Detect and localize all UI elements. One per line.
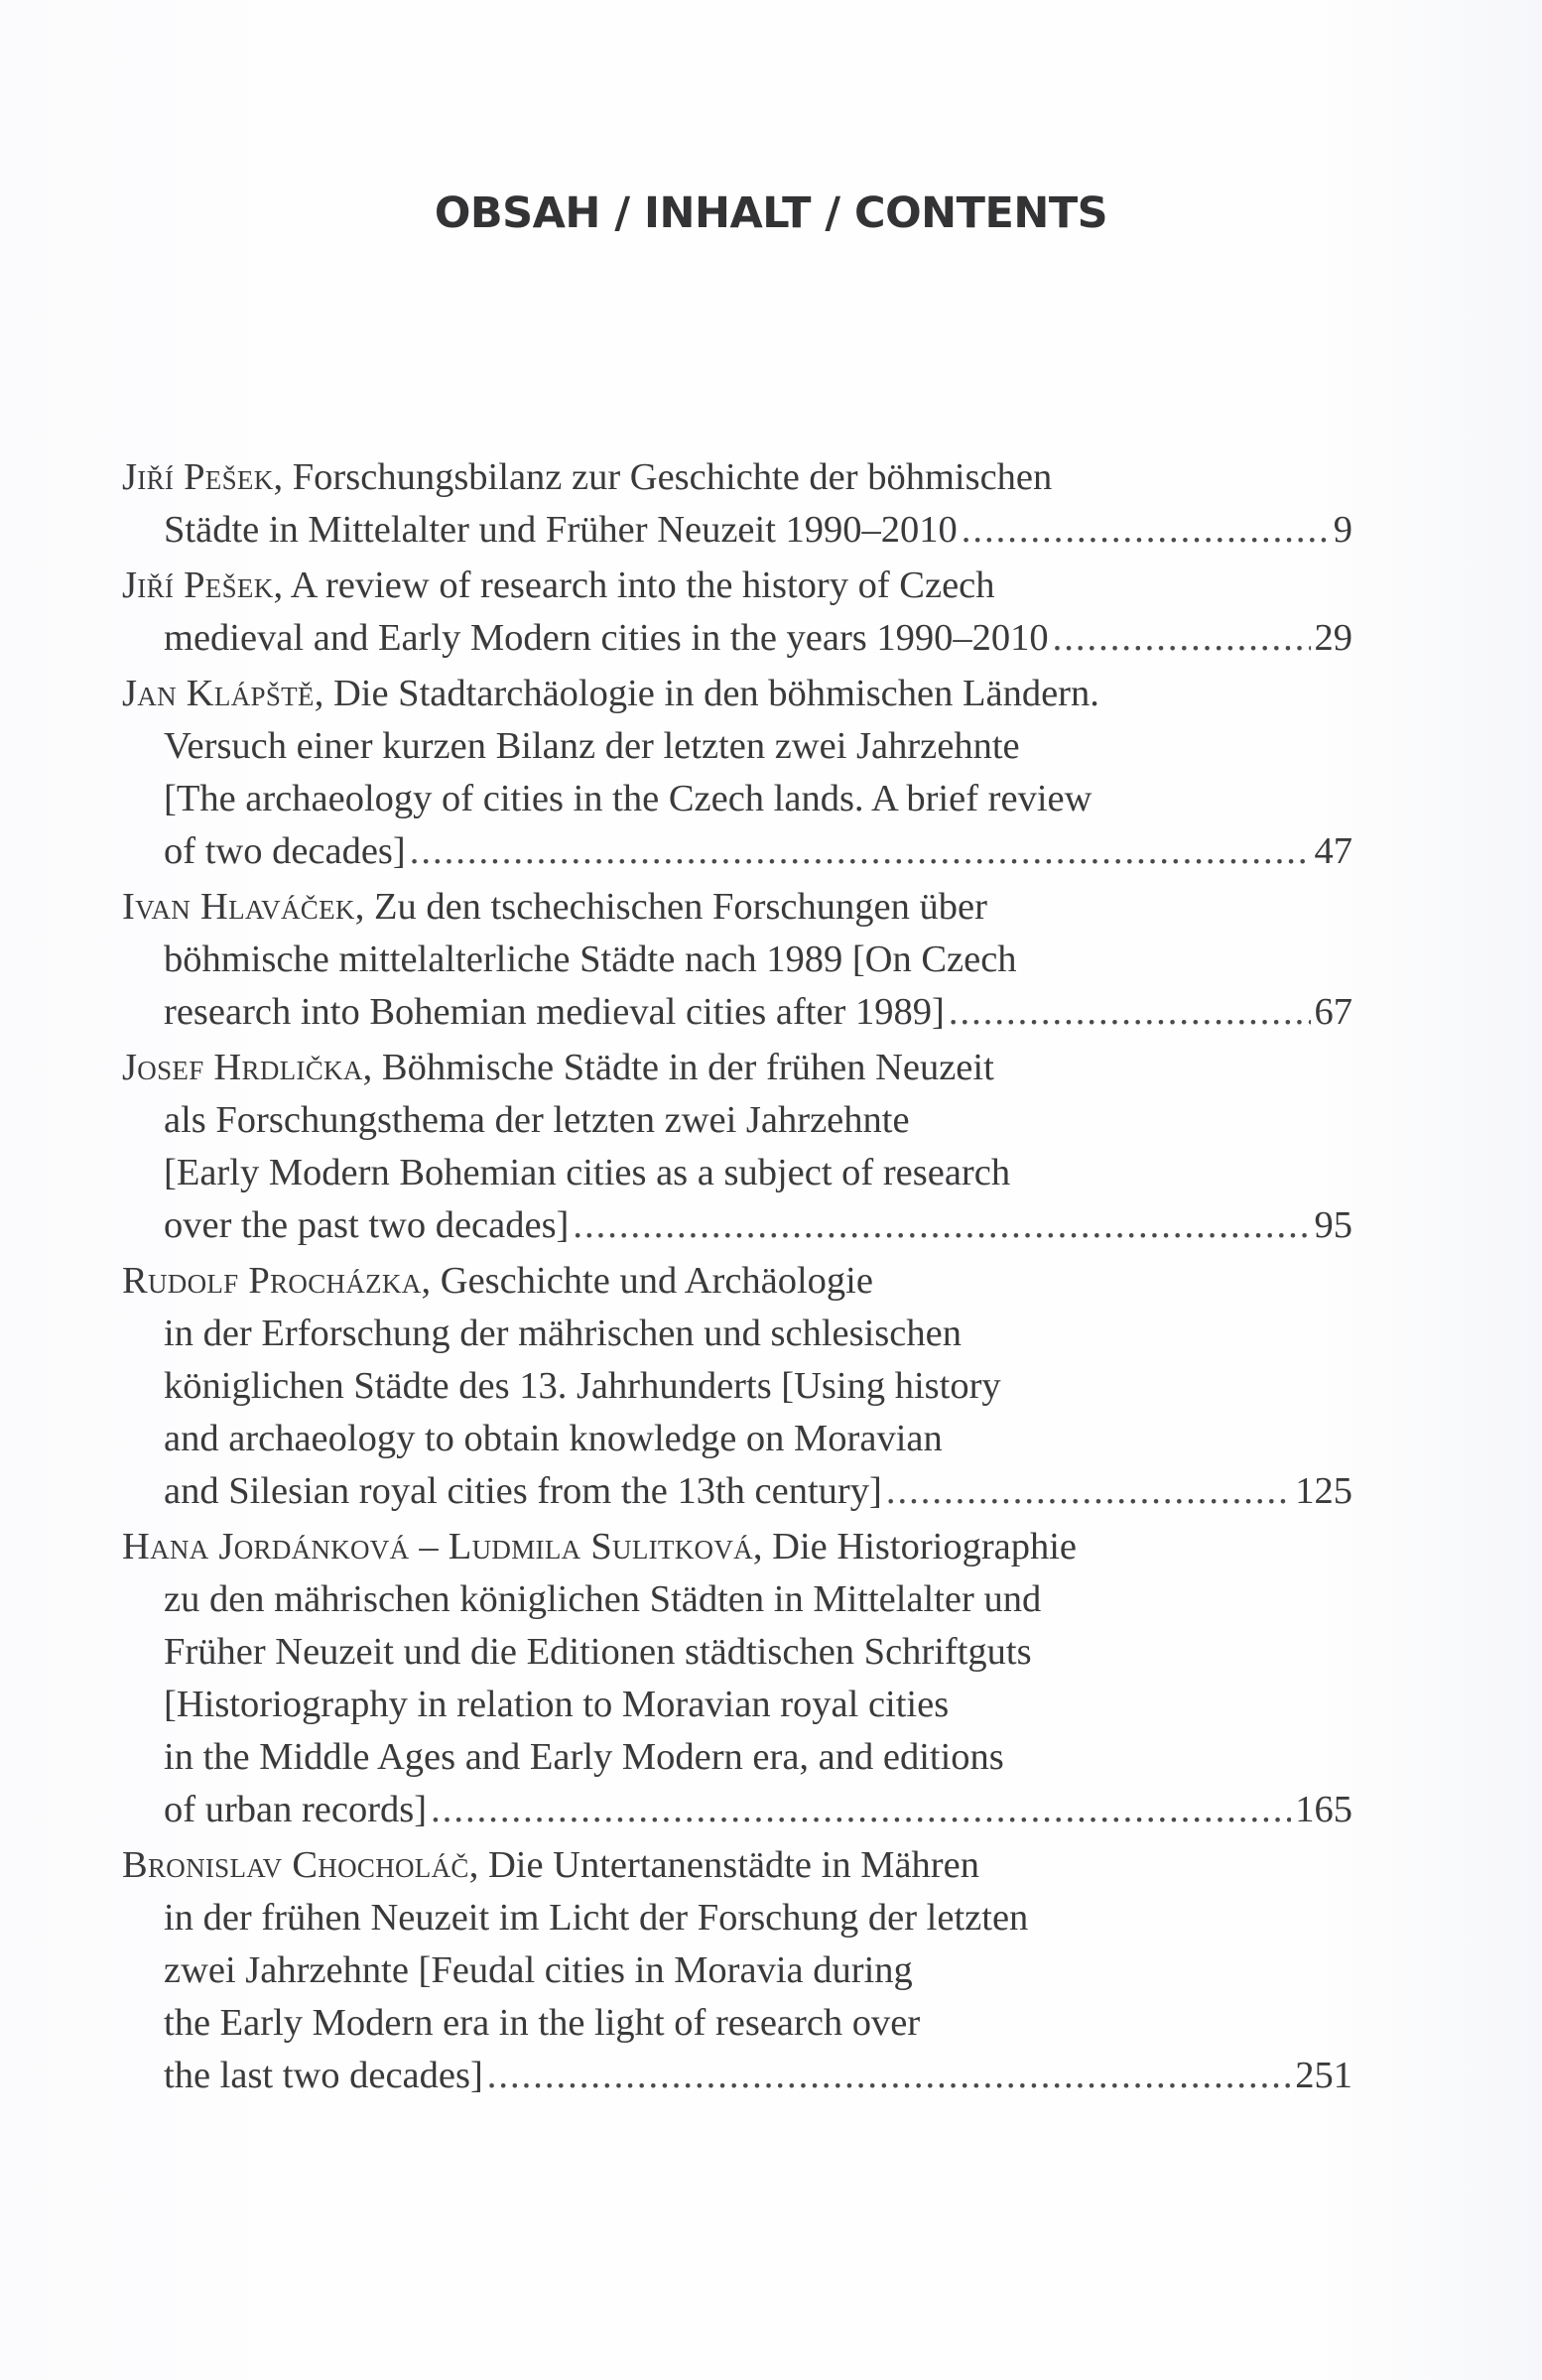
entry-title-line: als Forschungsthema der letzten zwei Jahrzehnte bbox=[164, 1099, 910, 1141]
dot-leader bbox=[487, 2050, 1291, 2102]
entry-title-line: and archaeology to obtain knowledge on Moravian bbox=[164, 1418, 943, 1459]
page-number: 29 bbox=[1314, 617, 1352, 659]
entry-title-end: over the past two decades] bbox=[164, 1204, 570, 1246]
entry-last-line bbox=[122, 1465, 1352, 1518]
entry-title-end: research into Bohemian medieval cities after 1989] bbox=[164, 991, 945, 1033]
entry-last-line bbox=[122, 612, 1352, 665]
toc-entry[interactable] bbox=[122, 560, 1352, 665]
entry-first-line bbox=[122, 881, 1352, 934]
entry-author: Rudolf Procházka bbox=[122, 1260, 422, 1302]
dot-leader bbox=[949, 986, 1311, 1039]
toc-entry[interactable] bbox=[122, 1255, 1352, 1518]
entry-title-line: the Early Modern era in the light of research over bbox=[164, 2002, 921, 2044]
page-title: OBSAH / INHALT / CONTENTS bbox=[434, 188, 1108, 238]
page-number: 47 bbox=[1314, 830, 1352, 872]
entry-author: Ivan Hlaváček bbox=[122, 886, 355, 928]
entry-title-line: in der frühen Neuzeit im Licht der Forschung der letzten bbox=[164, 1897, 1029, 1939]
entry-title-end: the last two decades] bbox=[164, 2055, 483, 2096]
entry-author: Josef Hrdlička bbox=[122, 1047, 363, 1088]
dot-leader bbox=[886, 1465, 1291, 1518]
entry-last-line bbox=[122, 1784, 1352, 1836]
toc-entry[interactable] bbox=[122, 451, 1352, 557]
page-number: 95 bbox=[1314, 1204, 1352, 1246]
page-number: 165 bbox=[1295, 1789, 1352, 1830]
entry-last-line bbox=[122, 1199, 1352, 1252]
entry-title-end: Städte in Mittelalter und Früher Neuzeit 1990–2010 bbox=[164, 509, 958, 551]
entry-title-line: [Historiography in relation to Moravian royal cities bbox=[164, 1684, 950, 1725]
entry-author: Jiří Pešek bbox=[122, 564, 274, 606]
entry-title: , A review of research into the history of Czech bbox=[273, 564, 995, 606]
entry-last-line bbox=[122, 2050, 1352, 2102]
page-number: 251 bbox=[1295, 2055, 1352, 2096]
entry-title-line: [The archaeology of cities in the Czech lands. A brief review bbox=[164, 778, 1092, 819]
entry-title-end: of urban records] bbox=[164, 1789, 428, 1830]
entry-first-line bbox=[122, 668, 1352, 720]
entry-first-line bbox=[122, 1255, 1352, 1308]
entry-author: Bronislav Chocholáč bbox=[122, 1844, 469, 1886]
dot-leader bbox=[573, 1199, 1310, 1252]
toc-entry[interactable] bbox=[122, 668, 1352, 878]
entry-title: , Geschichte und Archäologie bbox=[421, 1260, 873, 1302]
dot-leader bbox=[962, 504, 1330, 557]
entry-title-line: Früher Neuzeit und die Editionen städtischen Schriftguts bbox=[164, 1631, 1032, 1673]
entry-title: , Die Historiographie bbox=[752, 1526, 1078, 1567]
entry-first-line bbox=[122, 1521, 1352, 1573]
entry-author: Hana Jordánková – Ludmila Sulitková bbox=[122, 1526, 753, 1567]
dot-leader bbox=[1053, 612, 1311, 665]
entry-first-line bbox=[122, 1839, 1352, 1892]
entry-title-line: Versuch einer kurzen Bilanz der letzten zwei Jahrzehnte bbox=[164, 725, 1020, 767]
entry-title-line: königlichen Städte des 13. Jahrhunderts [Using history bbox=[164, 1365, 1001, 1407]
entry-author: Jan Klápště bbox=[122, 673, 315, 714]
entry-title-line: böhmische mittelalterliche Städte nach 1989 [On Czech bbox=[164, 939, 1017, 980]
entry-last-line bbox=[122, 504, 1352, 557]
entry-title-end: of two decades] bbox=[164, 830, 406, 872]
toc-entry[interactable] bbox=[122, 1839, 1352, 2102]
entry-title-line: in the Middle Ages and Early Modern era, and editions bbox=[164, 1736, 1004, 1778]
entry-title-line: [Early Modern Bohemian cities as a subject of research bbox=[164, 1152, 1011, 1193]
entry-title: , Böhmische Städte in der frühen Neuzeit bbox=[362, 1047, 994, 1088]
entry-title-line: zwei Jahrzehnte [Feudal cities in Moravia during bbox=[164, 1949, 913, 1991]
toc-entry[interactable] bbox=[122, 1042, 1352, 1252]
entry-first-line bbox=[122, 1042, 1352, 1094]
entry-title-end: medieval and Early Modern cities in the years 1990–2010 bbox=[164, 617, 1049, 659]
dot-leader bbox=[431, 1784, 1291, 1836]
entry-last-line bbox=[122, 825, 1352, 878]
entry-title: , Die Untertanenstädte in Mähren bbox=[468, 1844, 979, 1886]
entry-title: , Zu den tschechischen Forschungen über bbox=[354, 886, 987, 928]
entry-title-line: zu den mährischen königlichen Städten in Mittelalter und bbox=[164, 1578, 1042, 1620]
toc-entry[interactable] bbox=[122, 881, 1352, 1039]
page-number: 9 bbox=[1333, 509, 1352, 551]
page-number: 67 bbox=[1314, 991, 1352, 1033]
page-number: 125 bbox=[1295, 1470, 1352, 1512]
entry-title-end: and Silesian royal cities from the 13th century] bbox=[164, 1470, 882, 1512]
entry-first-line bbox=[122, 451, 1352, 504]
entry-first-line bbox=[122, 560, 1352, 612]
toc-entry[interactable] bbox=[122, 1521, 1352, 1836]
entry-title: , Die Stadtarchäologie in den böhmischen Ländern. bbox=[314, 673, 1099, 714]
entry-last-line bbox=[122, 986, 1352, 1039]
entry-title: , Forschungsbilanz zur Geschichte der böhmischen bbox=[273, 456, 1053, 498]
entry-author: Jiří Pešek bbox=[122, 456, 274, 498]
dot-leader bbox=[410, 825, 1311, 878]
entry-title-line: in der Erforschung der mährischen und schlesischen bbox=[164, 1313, 962, 1354]
table-of-contents bbox=[122, 451, 1352, 2105]
